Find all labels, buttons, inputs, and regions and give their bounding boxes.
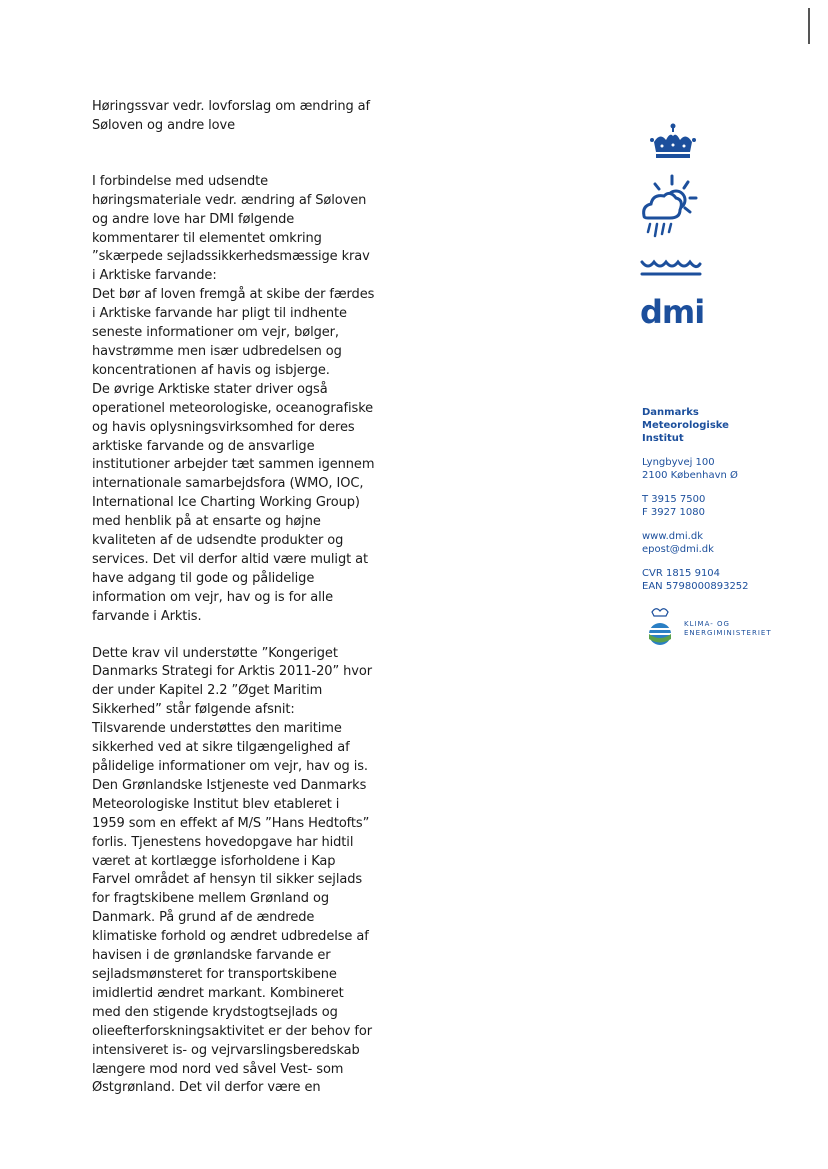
body-text-line: Den Grønlandske Istjeneste ved Danmarks bbox=[92, 777, 367, 793]
body-text-line: og andre love har DMI følgende bbox=[92, 211, 295, 227]
body-text-line: imidlertid ændret markant. Kombineret bbox=[92, 985, 344, 1001]
body-text-line: for fragtskibene mellem Grønland og bbox=[92, 891, 329, 907]
body-text-line: Danmarks Strategi for Arktis 2011-20” hvor bbox=[92, 664, 372, 680]
body-text-line: services. Det vil derfor altid være muligt at bbox=[92, 551, 368, 567]
body-text-line: Sikkerhed” står følgende afsnit: bbox=[92, 702, 295, 718]
institute-name-line: Institut bbox=[642, 433, 684, 444]
body-text-line: koncentrationen af havis og isbjerge. bbox=[92, 362, 330, 378]
body-text-line: Farvel området af hensyn til sikker sejlads bbox=[92, 872, 363, 888]
body-text-line: farvande i Arktis. bbox=[92, 608, 202, 624]
phone-line: T 3915 7500 bbox=[642, 494, 706, 505]
body-text-line: været at kortlægge isforholdene i Kap bbox=[92, 853, 336, 869]
institute-web bbox=[642, 530, 749, 556]
institute-address bbox=[642, 456, 749, 482]
body-text-line: klimatiske forhold og ændret udbredelse af bbox=[92, 929, 369, 945]
body-text-line: med den stigende krydstogtsejlads og bbox=[92, 1004, 338, 1020]
ministry-name bbox=[684, 620, 772, 638]
scan-edge-mark bbox=[808, 8, 810, 44]
website-link[interactable]: www.dmi.dk bbox=[642, 531, 703, 542]
body-text-line: pålidelige informationer om vejr, hav og is. bbox=[92, 759, 368, 774]
body-text-line: i Arktiske farvande har pligt til indhente bbox=[92, 306, 347, 322]
body-text-line: Det bør af loven fremgå at skibe der færdes bbox=[92, 287, 375, 303]
body-text-line: intensiveret is- og vejrvarslingsberedskab bbox=[92, 1042, 360, 1058]
body-text-line: forlis. Tjenestens hovedopgave har hidtil bbox=[92, 834, 354, 850]
cvr-line: CVR 1815 9104 bbox=[642, 568, 721, 579]
dmi-wordmark: dmi bbox=[640, 293, 705, 330]
crown-icon bbox=[650, 124, 696, 159]
email-link[interactable]: epost@dmi.dk bbox=[642, 544, 714, 555]
body-text-line: Danmark. På grund af de ændrede bbox=[92, 910, 315, 926]
ministry-logo bbox=[642, 606, 812, 650]
institute-name-line: Danmarks bbox=[642, 407, 699, 418]
body-text-line: Dette krav vil understøtte ”Kongeriget bbox=[92, 645, 338, 661]
body-text-line: havstrømme men især udbredelsen og bbox=[92, 343, 342, 359]
ministry-line: KLIMA- OG bbox=[684, 620, 730, 628]
ministry-globe-crown-icon bbox=[642, 606, 678, 650]
body-text-line: Meteorologiske Institut blev etableret i bbox=[92, 796, 340, 812]
body-text-line: 1959 som en effekt af M/S ”Hans Hedtofts” bbox=[92, 815, 370, 831]
sun-cloud-rain-icon bbox=[644, 176, 696, 236]
institute-phone bbox=[642, 493, 749, 519]
body-text-line: De øvrige Arktiske stater driver også bbox=[92, 381, 328, 397]
institute-name bbox=[642, 406, 749, 445]
body-text-line: Østgrønland. Det vil derfor være en bbox=[92, 1080, 321, 1096]
body-text-line: have adgang til gode og pålidelige bbox=[92, 570, 315, 586]
subject-line: Høringssvar vedr. lovforslag om ændring af bbox=[92, 99, 371, 114]
institute-ids bbox=[642, 567, 749, 593]
body-text-line: kvaliteten af de udsendte produkter og bbox=[92, 533, 344, 549]
body-text-line: olieefterforskningsaktivitet er der behov for bbox=[92, 1023, 372, 1039]
address-line: Lyngbyvej 100 bbox=[642, 457, 715, 468]
body-text-line: internationale samarbejdsfora (WMO, IOC, bbox=[92, 476, 364, 492]
waves-icon bbox=[642, 262, 700, 274]
letter-body bbox=[92, 98, 392, 1116]
body-text-line: sikkerhed ved at sikre tilgængelighed af bbox=[92, 740, 350, 756]
body-text-line: institutioner arbejder tæt sammen igennem bbox=[92, 457, 375, 473]
body-text-line: havisen i de grønlandske farvande er bbox=[92, 948, 331, 964]
ministry-line: ENERGIMINISTERIET bbox=[684, 629, 772, 637]
paragraph-arctic-strategy bbox=[92, 645, 392, 1099]
dmi-logo bbox=[640, 120, 720, 330]
body-text-line: International Ice Charting Working Group) bbox=[92, 495, 360, 511]
address-line: 2100 København Ø bbox=[642, 470, 738, 481]
body-text-line: sejladsmønsteret for transportskibene bbox=[92, 966, 337, 982]
body-text-line: høringsmateriale vedr. ændring af Søloven bbox=[92, 192, 367, 208]
body-text-line: arktiske farvande og de ansvarlige bbox=[92, 438, 315, 454]
letter-subject bbox=[92, 98, 392, 136]
subject-line: Søloven og andre love bbox=[92, 117, 235, 133]
paragraph-arctic-requirements bbox=[92, 173, 392, 627]
body-text-line: kommentarer til elementet omkring bbox=[92, 230, 322, 246]
body-text-line: længere mod nord ved såvel Vest- som bbox=[92, 1061, 344, 1077]
body-text-line: I forbindelse med udsendte bbox=[92, 173, 269, 189]
institute-info bbox=[642, 406, 749, 604]
fax-line: F 3927 1080 bbox=[642, 507, 706, 518]
ean-line: EAN 5798000893252 bbox=[642, 581, 749, 592]
body-text-line: i Arktiske farvande: bbox=[92, 268, 217, 284]
body-text-line: med henblik på at ensarte og højne bbox=[92, 514, 321, 530]
body-text-line: information om vejr, hav og is for alle bbox=[92, 589, 334, 605]
body-text-line: Tilsvarende understøttes den maritime bbox=[92, 721, 342, 737]
institute-name-line: Meteorologiske bbox=[642, 420, 729, 431]
body-text-line: seneste informationer om vejr, bølger, bbox=[92, 325, 339, 341]
body-text-line: der under Kapitel 2.2 ”Øget Maritim bbox=[92, 683, 323, 699]
body-text-line: ”skærpede sejladssikkerhedsmæssige krav bbox=[92, 249, 370, 265]
body-text-line: og havis oplysningsvirksomhed for deres bbox=[92, 419, 355, 435]
body-text-line: operationel meteorologiske, oceanografiske bbox=[92, 400, 374, 416]
